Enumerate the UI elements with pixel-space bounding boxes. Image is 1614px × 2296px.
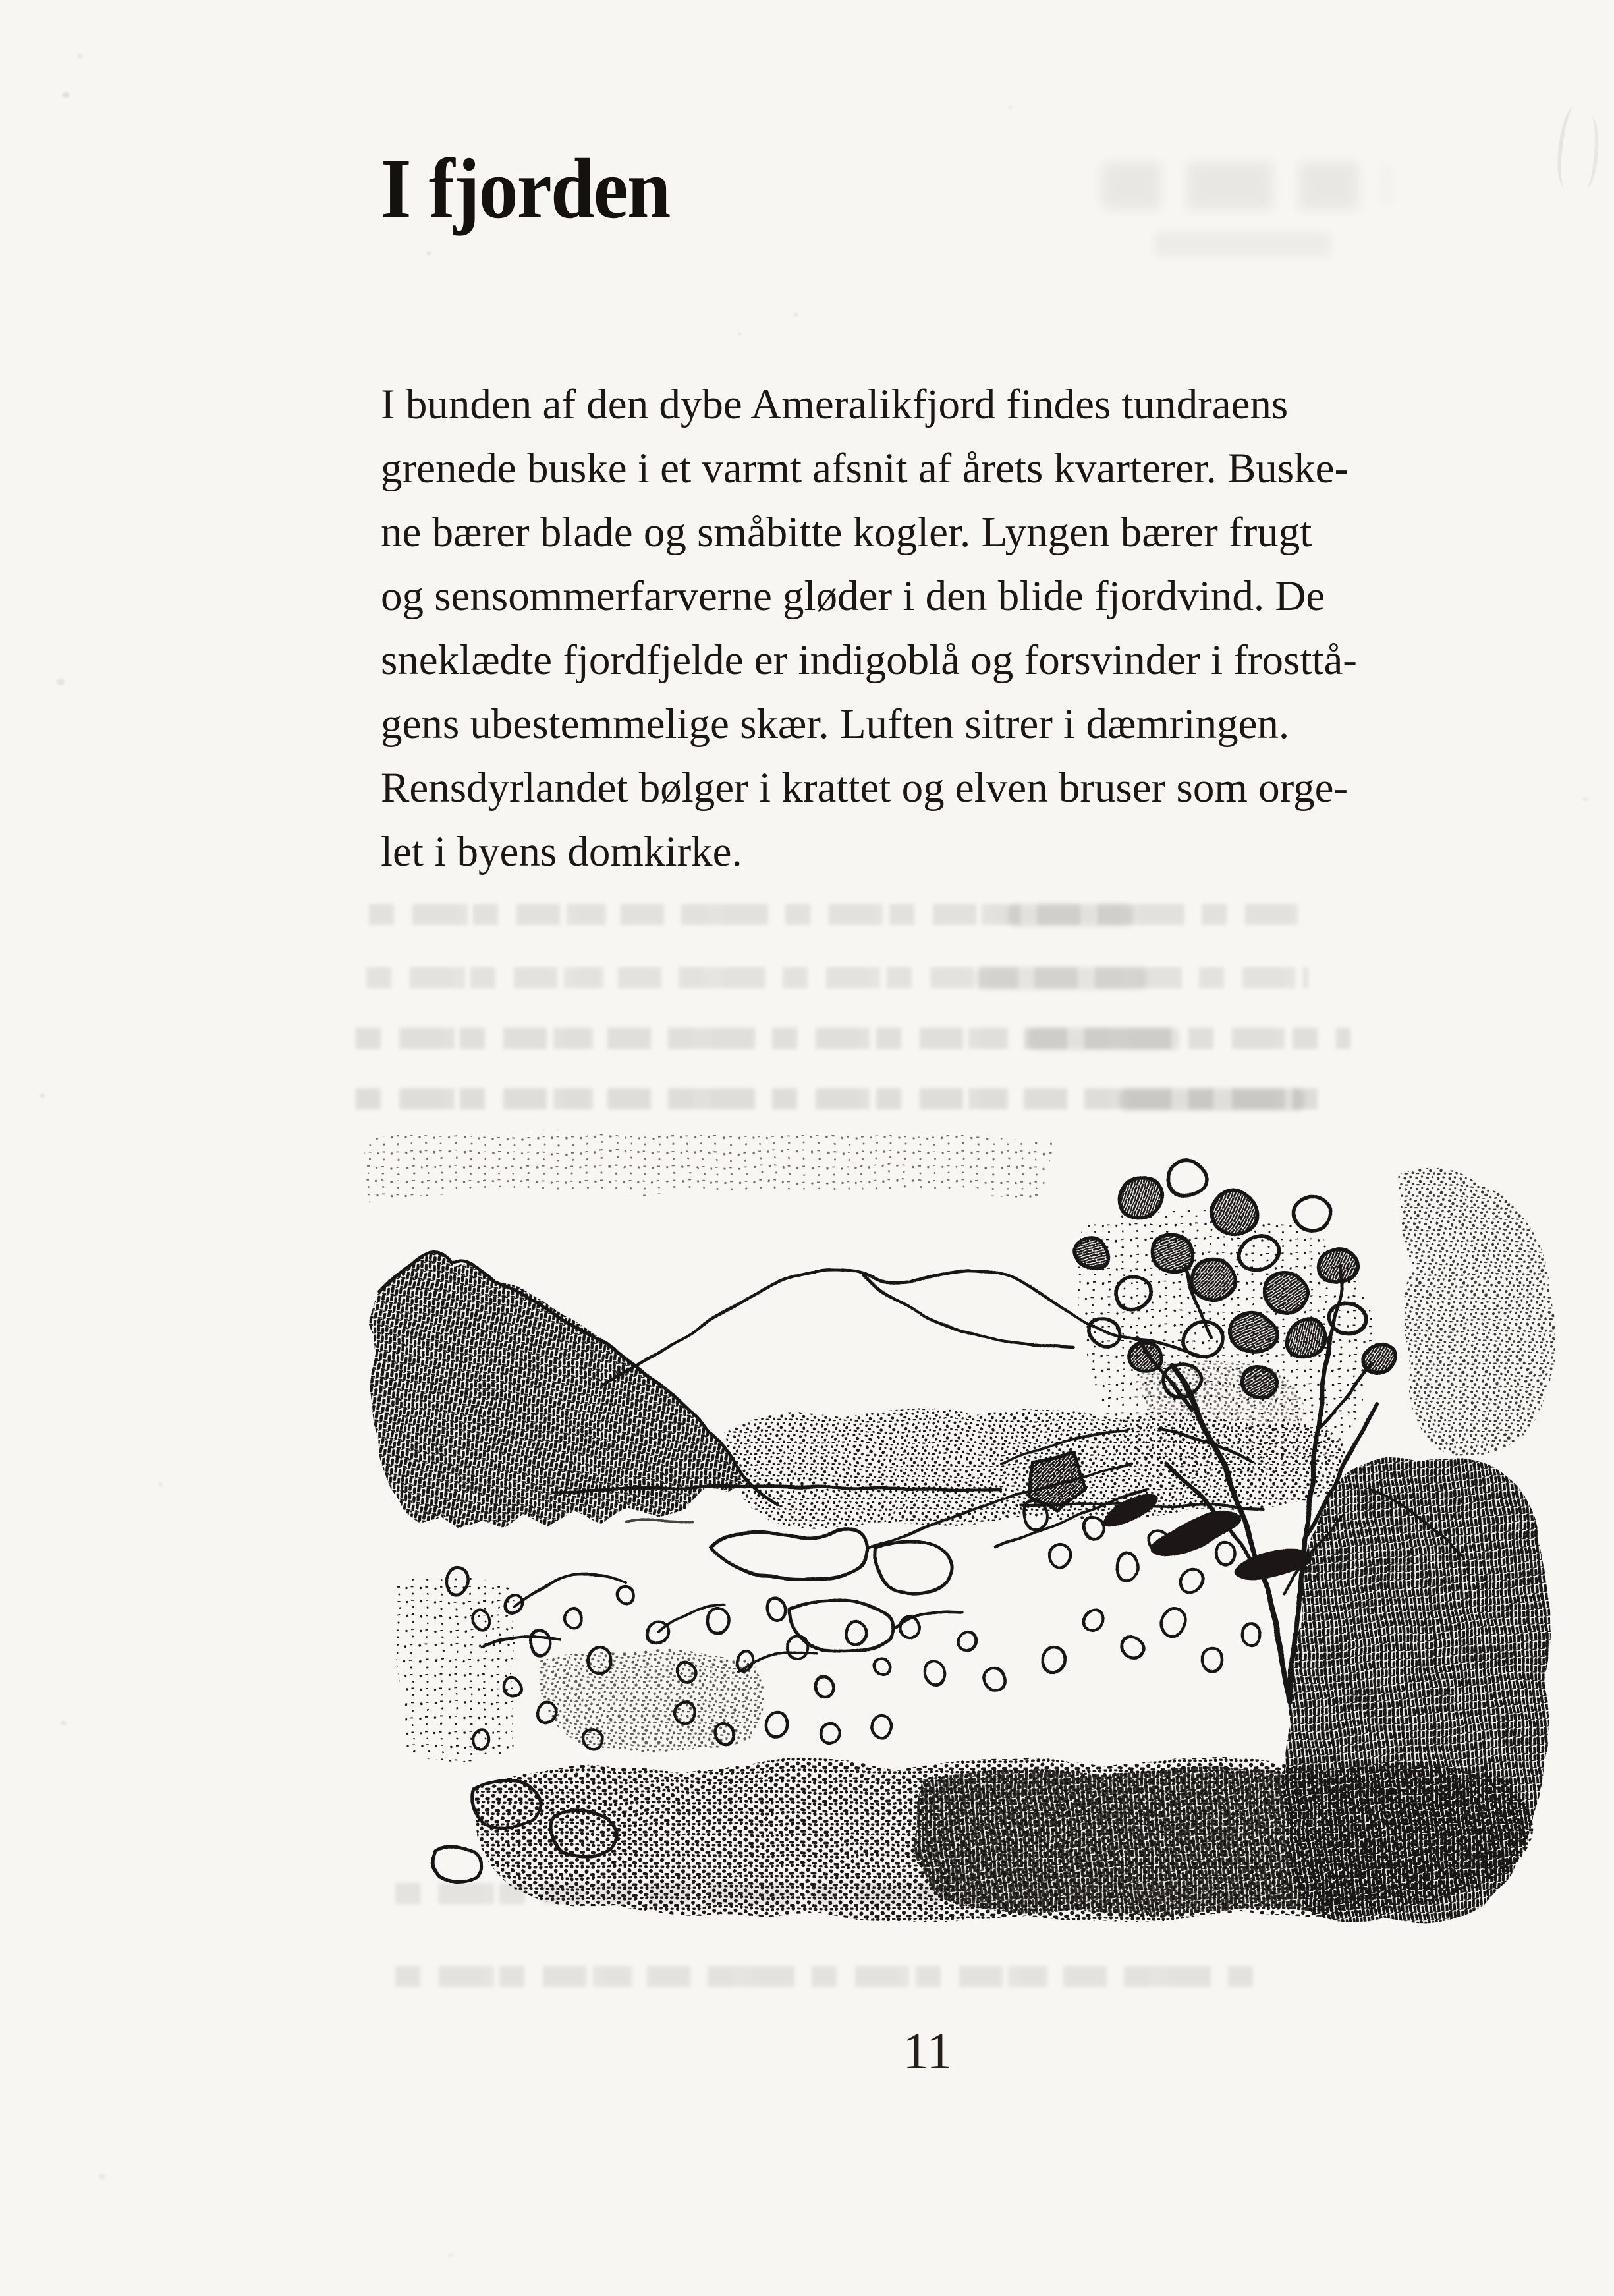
bleedthrough-row: [395, 1966, 1271, 1987]
leaf-outline: [1201, 1648, 1223, 1673]
scan-speck: [63, 92, 69, 98]
leaf-outline: [1047, 1540, 1074, 1570]
scan-speck: [794, 313, 798, 316]
bleedthrough-row: [356, 1028, 1350, 1049]
chapter-title: I fjorden: [381, 142, 670, 237]
leaf-outline: [1114, 1554, 1138, 1582]
bleedthrough-title: [1101, 162, 1389, 210]
berry-leaf: [1165, 1159, 1209, 1198]
leaf-outline: [765, 1712, 790, 1739]
bleedthrough-row: [369, 904, 1304, 925]
leaf-outline: [617, 1584, 635, 1605]
leaf-outline: [923, 1660, 948, 1687]
scan-speck: [61, 1721, 67, 1725]
scan-speck: [1008, 105, 1013, 109]
leaf-outline: [1215, 1544, 1236, 1566]
leaf-outline: [765, 1594, 789, 1621]
paragraph-line: og sensommerfarverne gløder i den blide fjordvind. De: [381, 573, 1325, 620]
scan-speck: [99, 2174, 105, 2179]
paragraph-line: ne bærer blade og småbitte kogler. Lyngen bærer frugt: [381, 509, 1312, 556]
berry-leaf: [1129, 1342, 1164, 1373]
leaf-outline: [785, 1633, 810, 1660]
berry-leaf: [1293, 1196, 1332, 1231]
leaf-outline: [1082, 1609, 1104, 1633]
leaf-outline: [870, 1713, 895, 1740]
scan-speck: [57, 679, 65, 685]
berry-leaf: [1190, 1259, 1237, 1300]
shore-flecks-left: [395, 1576, 514, 1762]
scan-speck: [158, 1482, 163, 1486]
leaf-outline: [959, 1630, 978, 1651]
scan-speck: [1582, 797, 1588, 801]
bleedthrough-clump: [1028, 1028, 1179, 1050]
bleedthrough-clump: [975, 967, 1146, 990]
paragraph-line: let i byens domkirke.: [381, 828, 742, 876]
leaf-outline: [561, 1605, 584, 1631]
leaf-outline: [872, 1656, 893, 1679]
scan-speck: [40, 1094, 45, 1098]
leaf-outline: [1119, 1633, 1147, 1661]
scan-speck: [738, 333, 741, 335]
leaf-outline: [814, 1676, 833, 1697]
leaf-outline: [706, 1608, 729, 1635]
scan-speck: [78, 54, 82, 58]
left-mountain-slope: [369, 1252, 777, 1530]
paragraph-line: sneklædte fjordfjelde er indigoblå og forsvinder i frosttå-: [381, 636, 1357, 684]
bleedthrough-clump: [1008, 904, 1133, 926]
bleedthrough-title-2: [1154, 232, 1331, 257]
leaf-outline: [843, 1619, 870, 1648]
leaf-outline: [1180, 1567, 1205, 1596]
scan-speck: [427, 252, 431, 255]
paragraph-line: gens ubestemmelige skær. Luften sitrer i dæmringen.: [381, 700, 1290, 748]
paragraph-line: I bunden af den dybe Ameralikfjord findes tundraens: [381, 381, 1289, 428]
bush-upper-texture: [1398, 1168, 1555, 1456]
fjord-illustration: [316, 1120, 1568, 1950]
bleed-flecks-top: [362, 1131, 1054, 1202]
bleedthrough-clump: [1120, 1088, 1304, 1111]
leaf-outline: [820, 1722, 841, 1744]
page-number: 11: [903, 2022, 953, 2079]
paragraph-line: Rensdyrlandet bølger i krattet og elven bruser som orge-: [381, 764, 1349, 812]
leaf-outline: [1240, 1621, 1262, 1646]
leaf-outline: [530, 1632, 550, 1656]
scan-speck: [448, 2253, 453, 2257]
bleedthrough-row: [366, 967, 1308, 988]
paragraph-line: grenede buske i et varmt afsnit af årets kvarterer. Buske-: [381, 445, 1349, 492]
leaf-outline: [1041, 1646, 1067, 1674]
bleedthrough-row: [395, 1883, 1238, 1904]
leaf-outline: [1157, 1604, 1188, 1638]
leaf-outline: [982, 1667, 1007, 1694]
shore-flecks-center: [540, 1650, 764, 1751]
body-paragraph: [381, 373, 1540, 884]
